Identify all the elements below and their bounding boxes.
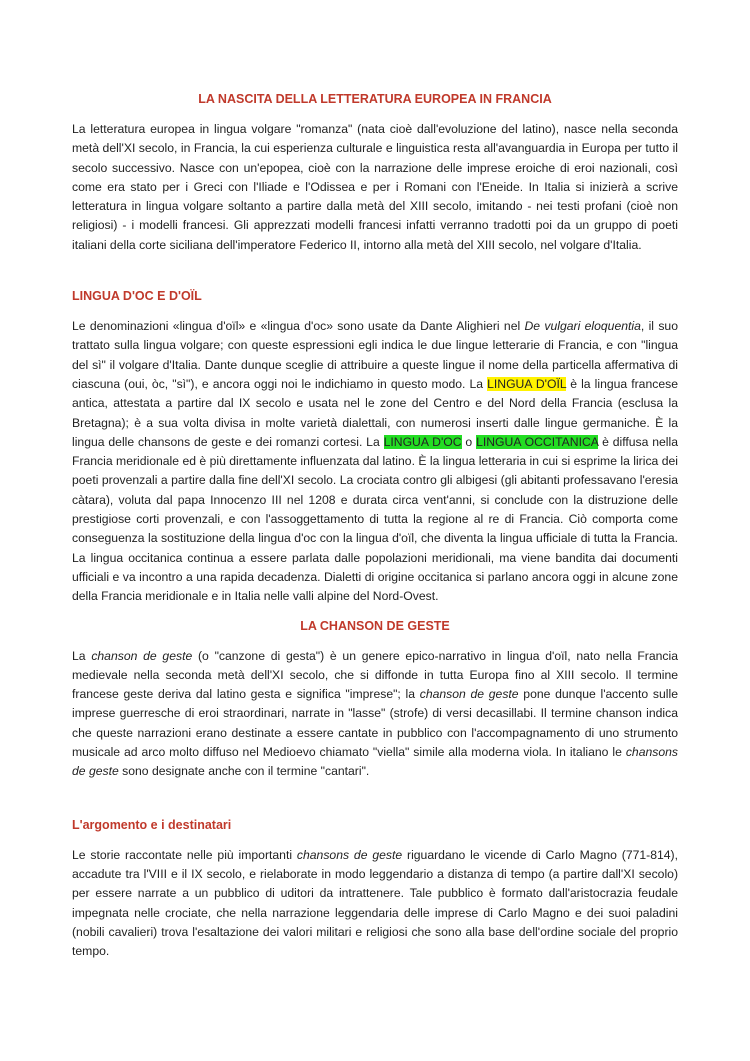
highlight-lingua-oc: LINGUA D'OC — [383, 434, 462, 449]
emphasis-title: De vulgari eloquentia — [524, 319, 641, 334]
document-title: LA NASCITA DELLA LETTERATURA EUROPEA IN FRANCIA — [198, 92, 552, 106]
intro-paragraph: La letteratura europea in lingua volgare "romanza" (nata cioè dall'evoluzione del latino), nasce nella seconda metà dell'XI secolo, in Francia, la cui esperienza culturale e linguistica resta all'avanguardia in Europa per tutto il secolo successivo. Nasce con un'epopea, cioè con la narrazione delle imprese eroiche di eroi nazionali, così come era stato per i Greci con l'Iliade e l'Odissea e per i Romani con l'Eneide. In Italia si inizierà a scrive letteratura in lingua volgare soltanto a partire dalla metà del XIII secolo, imitando - nei testi profani (cioè non religiosi) - i modelli francesi. Gli apprezzati modelli francesi infatti verranno tradotti poi da un gruppo di poeti italiani della corte siciliana dell'imperatore Federico II, intorno alla metà del XIII secolo, nel volgare d'Italia. — [72, 122, 678, 252]
section-heading-lingua: LINGUA D'OC E D'OÏL — [72, 289, 202, 304]
argomento-paragraph — [72, 846, 678, 962]
text-span: (o "canzone di gesta") è un genere epico-narrativo in lingua d'oïl, nato nella Francia medievale nella seconda metà dell'XI secolo, che si diffonde in tutta Europa fino al XIII secolo. Il termine francese geste deriva dal latino gesta e significa "imprese"; la — [72, 648, 678, 702]
emphasis-term: chansons de geste — [296, 847, 403, 862]
section-heading-argomento: L'argomento e i destinatari — [72, 817, 232, 832]
chanson-paragraph — [72, 647, 678, 782]
text-span: riguardano le vicende di Carlo Magno (771-814), accadute tra l'VIII e il IX secolo, e rielaborate in modo leggendario a distanza di tempo (a partire dall'XI secolo) per essere narrate a un pubblico di uditori da intrattenere. Tale pubblico è formato dall'aristocrazia feudale impegnata nelle crociate, che nella narrazione leggendaria delle imprese di Carlo Magno e dei suoi paladini (nobili cavalieri) trova l'esaltazione dei valori militari e religiosi che sono alla base dell'ordine sociale del proprio tempo. — [72, 847, 678, 959]
text-span: Le storie raccontate nelle più importanti — [72, 847, 297, 862]
emphasis-term: chansons de geste — [72, 745, 678, 779]
highlight-lingua-oil: LINGUA D'OÏL — [487, 376, 567, 391]
text-span: La — [72, 648, 92, 663]
text-span: , il suo trattato sulla lingua volgare; con queste espressioni egli indica le due lingue letterarie di Francia, e con "lingua del sì" il volgare d'Italia. Dante dunque sceglie di attribuire a queste lingue il nome della particella affermativa di ciascuna (oui, òc, "sì"), e ancora oggi noi le indichiamo in questo modo. La — [72, 319, 678, 391]
lingua-paragraph — [72, 317, 678, 606]
emphasis-term: chanson de geste — [91, 648, 193, 663]
highlight-lingua-occitanica: LINGUA OCCITANICA — [476, 434, 599, 449]
emphasis-term: chanson de geste — [419, 687, 519, 702]
text-span: è diffusa nella Francia meridionale ed è più direttamente influenzata dal latino. È la lingua letteraria in cui si esprime la lirica dei poeti provenzali a partire dalla fine dell'XI secolo. La crociata contro gli albigesi (gli abitanti professavano l'eresia càtara), voluta dal papa Innocenzo III nel 1208 e durata circa vent'anni, si conclude con la distruzione delle prestigiose corti provenzali, e con l'assoggettamento di tutta la regione al re di Francia. Ciò comporta come conseguenza la sostituzione della lingua d'oc con la lingua d'oïl, che diventa la lingua ufficiale di tutta la Francia. La lingua occitanica continua a essere parlata dalle popolazioni meridionali, ma viene bandita dai documenti ufficiali e va incontro a una rapida decadenza. Dialetti di origine occitanica si parlano ancora oggi in alcune zone della Francia meridionale e in Italia nelle valli alpine del Nord-Ovest. — [72, 434, 678, 604]
text-span: pone dunque l'accento sulle imprese guerresche di eroi straordinari, narrate in "lasse" (strofe) di versi decasillabi. Il termine chanson indica che queste narrazioni erano destinate a essere cantate in pubblico con l'accompagnamento di uno strumento musicale ad arco molto diffuso nel Medioevo chiamato "viella" simile alla moderna viola. In italiano le — [72, 687, 678, 760]
section-heading-chanson: LA CHANSON DE GESTE — [300, 618, 450, 633]
text-span: o — [461, 434, 477, 449]
text-span: sono designate anche con il termine "cantari". — [118, 764, 370, 779]
text-span: Le denominazioni «lingua d'oïl» e «lingua d'oc» sono usate da Dante Alighieri nel — [72, 319, 525, 334]
text-span: è la lingua francese antica, attestata a partire dal IX secolo e usata nel le zone del Centro e del Nord della Francia (esclusa la Bretagna); è a sua volta divisa in molte varietà dialettali, con numerosi inserti dalle lingue germaniche. È la lingua delle chansons de geste e dei romanzi cortesi. La — [72, 376, 678, 449]
